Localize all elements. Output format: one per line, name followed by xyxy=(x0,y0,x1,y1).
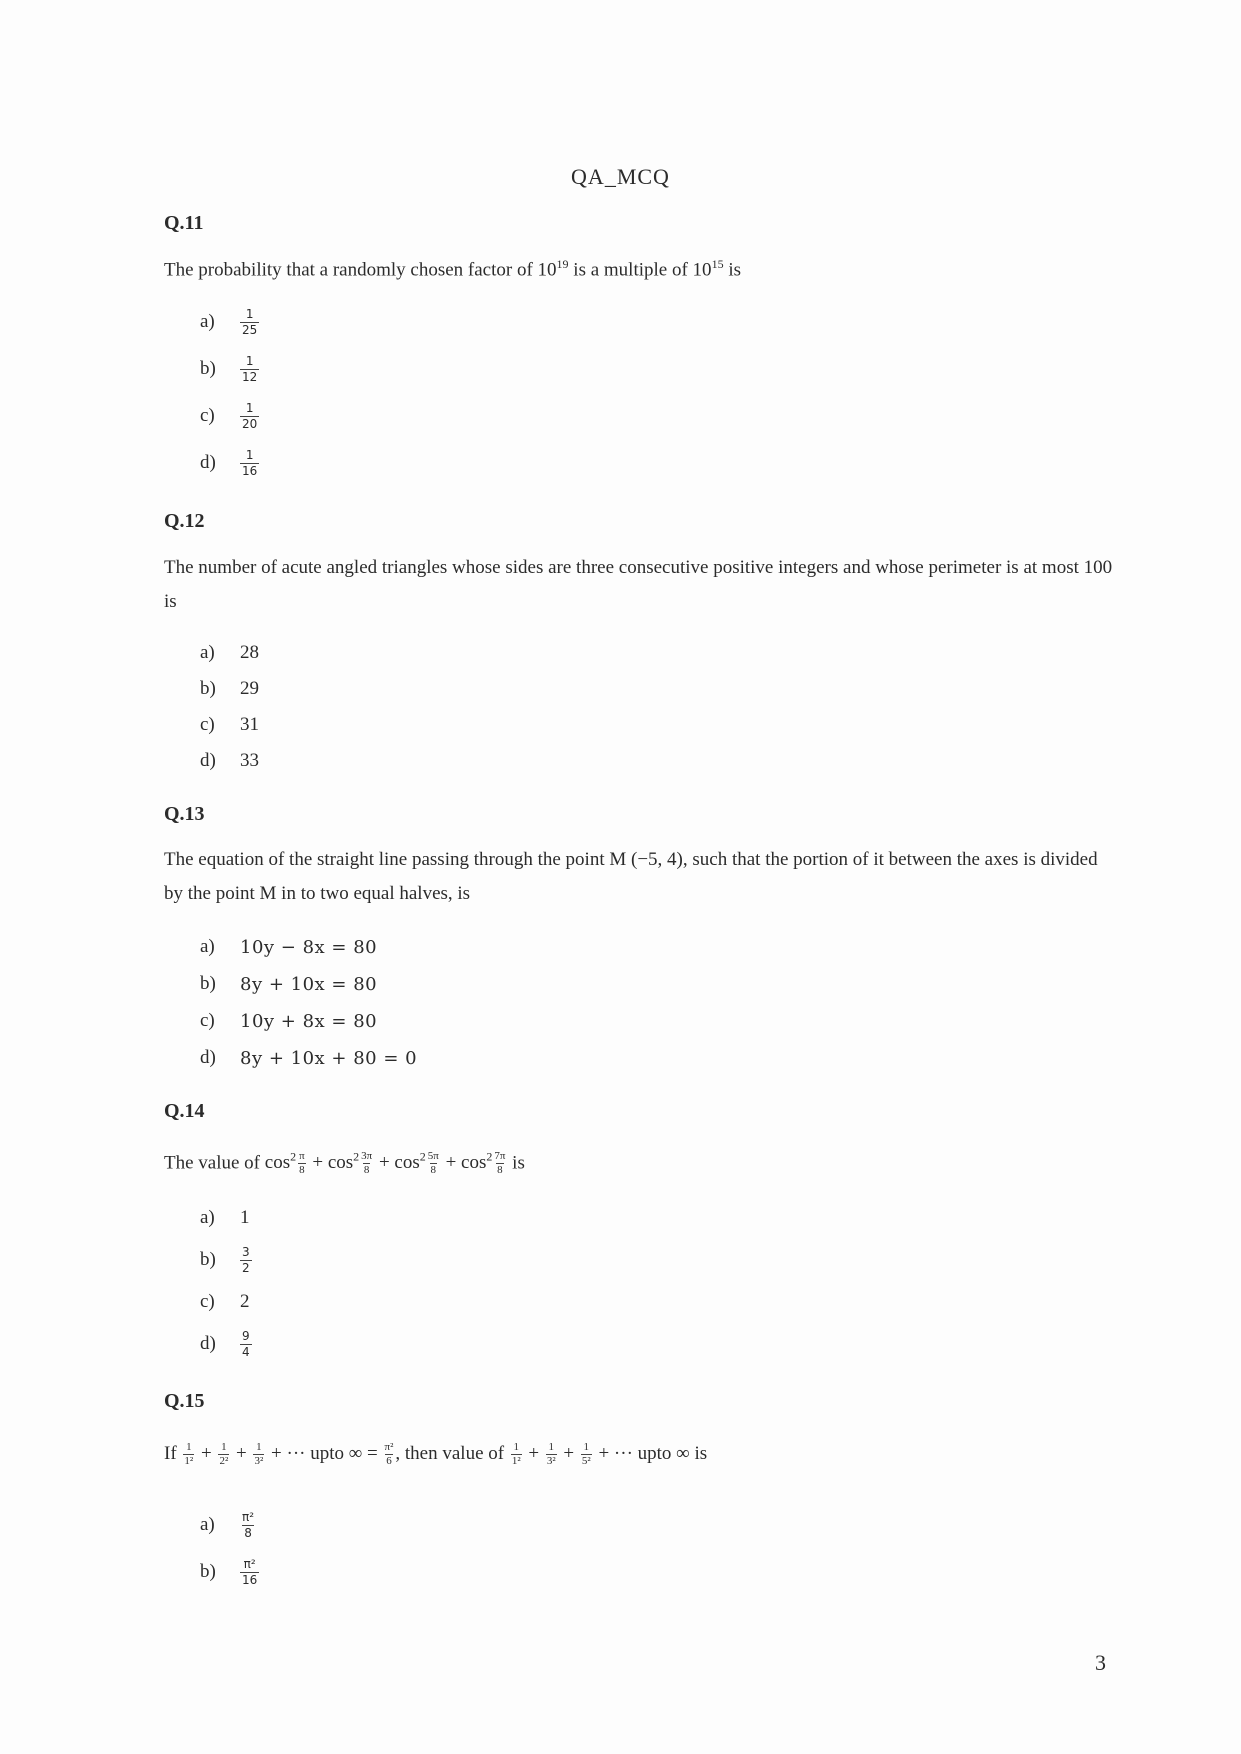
option-label: c) xyxy=(200,714,215,735)
question-number: Q.11 xyxy=(164,212,204,234)
question-number: Q.14 xyxy=(164,1100,205,1122)
fraction: $\frac{1}{\text{1²}}$ xyxy=(184,1441,194,1468)
option-d[interactable] xyxy=(200,443,259,483)
question-number: Q.12 xyxy=(164,510,205,532)
cos-term: $\cos^2$ $\frac{5\pi}{8}$ + xyxy=(394,1150,462,1177)
fraction: $\frac{\text{π²}}{6}$ xyxy=(384,1441,394,1468)
page-title: QA_MCQ xyxy=(571,164,670,189)
question-number: Q.13 xyxy=(164,803,205,825)
option-a[interactable] xyxy=(200,1198,250,1238)
fraction: $\frac{7\pi}{8}$ xyxy=(494,1150,506,1177)
option-label: c) xyxy=(200,405,215,426)
option-value: 31 xyxy=(240,714,259,735)
option-equation: 8y + 10x = 80 xyxy=(240,973,378,995)
option-value: 28 xyxy=(240,642,259,663)
option-label: a) xyxy=(200,311,215,332)
option-label: d) xyxy=(200,452,216,473)
option-label: a) xyxy=(200,642,215,663)
option-label: a) xyxy=(200,936,215,957)
fraction: $\frac{1}{16}$ xyxy=(242,447,258,478)
option-b[interactable] xyxy=(200,349,259,389)
fraction: $\frac{5\pi}{8}$ xyxy=(427,1150,439,1177)
option-label: d) xyxy=(200,1047,216,1068)
fraction: $\frac{1}{\text{1²}}$ xyxy=(511,1441,521,1468)
option-value: 2 xyxy=(240,1291,250,1312)
option-equation: 8y + 10x + 80 = 0 xyxy=(240,1047,418,1069)
option-c[interactable] xyxy=(200,705,259,745)
option-a[interactable] xyxy=(200,1505,256,1545)
fraction: $\frac{3\pi}{8}$ xyxy=(361,1150,373,1177)
fraction: $\frac{1}{\text{3²}}$ xyxy=(546,1441,556,1468)
fraction: $\frac{\text{π²}}{16}$ xyxy=(242,1556,258,1587)
option-b[interactable] xyxy=(200,1552,259,1592)
option-label: b) xyxy=(200,678,216,699)
option-label: b) xyxy=(200,358,216,379)
question-text: If $\frac{1}{\text{1²}}$ + $\frac{1}{\text{2²}}$ + $\frac{1}{\text{3²}}$ + ··· upto ∞ = $\frac{\text{π²}}{6}$ , then value of $\frac{1}{\text{1²}}$ + $\frac{1}{\text{3²}}$ + $\frac{1}{\text{5²}}$ + ··· upto ∞ is xyxy=(164,1441,708,1468)
option-equation: 10y − 8x = 80 xyxy=(240,936,378,958)
option-c[interactable] xyxy=(200,396,259,436)
option-b[interactable] xyxy=(200,964,377,1004)
option-label: c) xyxy=(200,1291,215,1312)
option-c[interactable] xyxy=(200,1001,377,1041)
option-d[interactable] xyxy=(200,741,259,781)
cos-term: $\cos^2$ $\frac{7\pi}{8}$ xyxy=(461,1150,506,1177)
option-value: 1 xyxy=(240,1207,250,1228)
fraction: $\frac{1}{\text{2²}}$ xyxy=(219,1441,229,1468)
option-label: b) xyxy=(200,1249,216,1270)
question-text: The number of acute angled triangles whose sides are three consecutive positive integers and whose perimeter is at most 100 is xyxy=(164,557,1113,612)
question-number: Q.15 xyxy=(164,1390,205,1412)
option-a[interactable] xyxy=(200,633,259,673)
option-label: a) xyxy=(200,1514,215,1535)
option-value: 29 xyxy=(240,678,259,699)
option-label: d) xyxy=(200,1333,216,1354)
fraction: $\frac{3}{2}$ xyxy=(242,1244,250,1275)
fraction: $\frac{\text{π²}}{8}$ xyxy=(242,1509,255,1540)
question-text: The value of $\cos^2$ $\frac{\pi}{8}$ + $\cos^2$ $\frac{3\pi}{8}$ + $\cos^2$ $\frac{5\pi}{8}$ + $\cos^2$ $\frac{7\pi}{8}$ is xyxy=(164,1150,525,1177)
option-d[interactable] xyxy=(200,1038,417,1078)
option-c[interactable] xyxy=(200,1282,250,1322)
option-value: 33 xyxy=(240,750,259,771)
option-d[interactable] xyxy=(200,1324,252,1364)
option-b[interactable] xyxy=(200,1240,252,1280)
page-number: 3 xyxy=(1095,1650,1106,1675)
fraction: $\frac{1}{\text{5²}}$ xyxy=(581,1441,591,1468)
option-a[interactable] xyxy=(200,302,259,342)
fraction: $\frac{9}{4}$ xyxy=(242,1328,250,1359)
fraction: $\frac{1}{12}$ xyxy=(242,353,258,384)
cos-term: $\cos^2$ $\frac{3\pi}{8}$ + xyxy=(327,1150,395,1177)
question-text: The probability that a randomly chosen factor of $10^{19}$ is a multiple of $10^{15}$ is xyxy=(164,257,741,281)
option-label: c) xyxy=(200,1010,215,1031)
option-label: a) xyxy=(200,1207,215,1228)
option-a[interactable] xyxy=(200,927,377,967)
option-label: d) xyxy=(200,750,216,771)
fraction: $\frac{1}{25}$ xyxy=(242,306,258,337)
fraction: $\frac{\pi}{8}$ xyxy=(299,1150,305,1177)
option-b[interactable] xyxy=(200,669,259,709)
option-label: b) xyxy=(200,1561,216,1582)
option-equation: 10y + 8x = 80 xyxy=(240,1010,378,1032)
fraction: $\frac{1}{\text{3²}}$ xyxy=(254,1441,264,1468)
fraction: $\frac{1}{20}$ xyxy=(242,400,258,431)
option-label: b) xyxy=(200,973,216,994)
cos-term: $\cos^2$ $\frac{\pi}{8}$ + xyxy=(264,1150,328,1177)
question-text: The equation of the straight line passing through the point M (−5, 4), such that the portion of it between the axes is divided by the point M in to two equal halves, is xyxy=(164,849,1098,904)
